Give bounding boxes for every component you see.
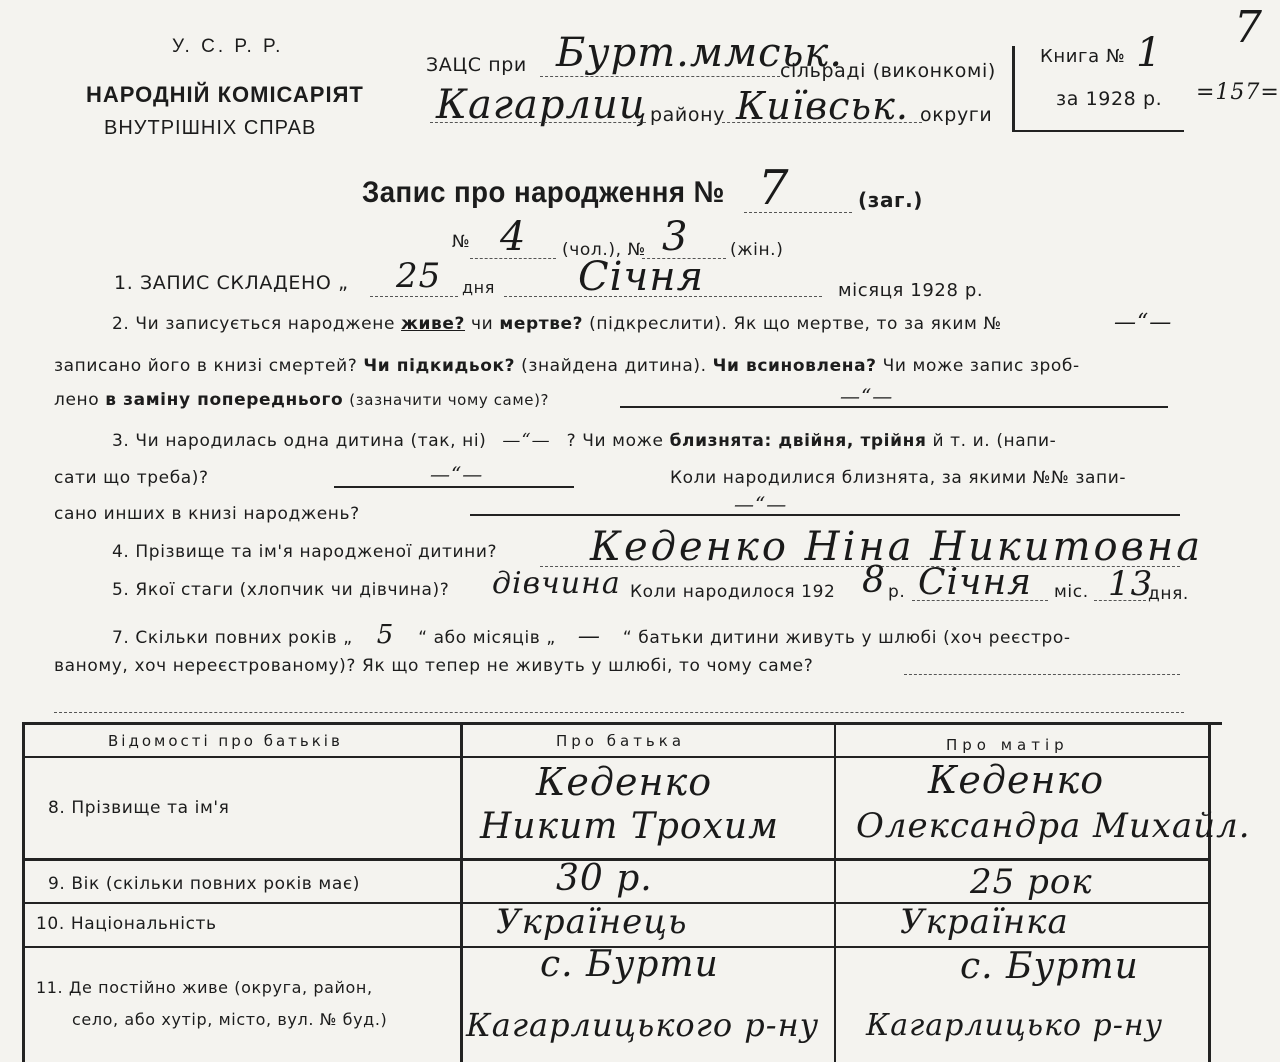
q7-years-handwritten: 5: [376, 620, 395, 650]
mother-surname-handwritten: Кеденко: [928, 758, 1105, 802]
q7-text-2: “ або місяців „: [418, 628, 556, 648]
q2-death-no-handwritten: —“—: [1114, 310, 1173, 335]
q2-alive: живе?: [401, 314, 466, 334]
q2-text-2: чи: [471, 314, 494, 334]
record-number-handwritten: 7: [758, 160, 790, 216]
mother-nationality-handwritten: Українка: [900, 902, 1069, 942]
q3-others-handwritten: —“—: [734, 492, 788, 516]
q1-month-handwritten: Січня: [578, 254, 705, 300]
q1-day-handwritten: 25: [396, 256, 442, 296]
ussr-label: У. С. Р. Р.: [172, 36, 284, 57]
mother-name-handwritten: Олександра Михайл.: [856, 806, 1251, 846]
q5-day-label: дня.: [1148, 584, 1189, 604]
department-label: ВНУТРІШНІХ СПРАВ: [104, 117, 317, 139]
table-header-mother: Про матір: [946, 736, 1069, 754]
book-number-handwritten: 1: [1136, 30, 1163, 76]
father-district-handwritten: Кагарлицького р-ну: [466, 1006, 820, 1044]
father-age-handwritten: 30 р.: [556, 858, 653, 899]
q3-text-2: ? Чи може: [566, 431, 664, 451]
table-header-info: Відомості про батьків: [108, 732, 343, 750]
father-surname-handwritten: Кеденко: [536, 760, 713, 804]
q3-text-5: Коли народилися близнята, за якими №№ запи-: [670, 468, 1127, 488]
q5-sex-handwritten: дівчина: [492, 566, 621, 601]
table-header-father: Про батька: [556, 732, 686, 750]
okrug-label: округи: [920, 104, 993, 126]
q2-text-3: (підкреслити). Як що мертве, то за яким №: [589, 314, 1002, 334]
female-count-handwritten: 3: [662, 214, 689, 260]
row-residence-label: 11. Де постійно живе (округа, район,: [36, 978, 373, 997]
q2-foundling: Чи підкидьок?: [363, 356, 516, 376]
q3-text-6: сано инших в книзі народжень?: [54, 504, 360, 524]
male-count-handwritten: 4: [500, 214, 527, 260]
q2-text-1: 2. Чи записується народжене: [112, 314, 396, 334]
okrug-handwritten: Київськ.: [736, 84, 909, 128]
q3-text-4: сати що треба)?: [54, 468, 209, 488]
father-residence-handwritten: с. Бурти: [540, 944, 719, 985]
q5-year-handwritten: 8: [862, 560, 886, 601]
row-age-label: 9. Вік (скільки повних років має): [48, 874, 361, 894]
q1-label: 1. ЗАПИС СКЛАДЕНО „: [114, 272, 349, 294]
q5-born-label: Коли народилося 192: [630, 582, 836, 602]
father-name-handwritten: Никит Трохим: [480, 806, 779, 847]
q3-text-3: й т. и. (напи-: [932, 431, 1057, 451]
q2-replacement: в заміну попереднього: [105, 390, 344, 410]
council-label: сільраді (виконкомі): [780, 60, 996, 82]
q1-month-label: місяця 1928 р.: [838, 280, 984, 301]
q2-replacement-handwritten: —“—: [840, 384, 894, 408]
row-name-label: 8. Прізвище та ім'я: [48, 798, 230, 818]
margin-number-handwritten: 7: [1234, 2, 1263, 53]
margin-side-handwritten: =157=: [1196, 80, 1280, 105]
q2-adopted: Чи всиновлена?: [712, 356, 877, 376]
q7-text-1: 7. Скільки повних років „: [112, 628, 353, 648]
commissariat-label: НАРОДНІЙ КОМІСАРІЯТ: [86, 82, 364, 107]
q5-month-label: міс.: [1054, 582, 1089, 602]
mother-age-handwritten: 25 рок: [970, 862, 1093, 902]
q3-twins: близнята: двійня, трійня: [669, 431, 927, 451]
q3-single-handwritten: —“—: [502, 430, 551, 451]
q2-text-8: (зазначити чому саме)?: [349, 391, 550, 409]
male-count-label: (чол.), №: [562, 240, 646, 260]
q3-which-handwritten: —“—: [430, 462, 484, 486]
mother-district-handwritten: Кагарлицько р-ну: [866, 1008, 1164, 1043]
q7-text-3: “ батьки дитини живуть у шлюбі (хоч реєстро-: [622, 628, 1071, 648]
zags-label: ЗАЦС при: [426, 54, 527, 76]
book-label: Книга №: [1040, 46, 1126, 67]
father-nationality-handwritten: Українець: [496, 902, 688, 942]
q2-text-5: (знайдена дитина).: [521, 356, 707, 376]
q1-day-label: дня: [462, 278, 495, 297]
count-no-label: №: [452, 232, 471, 252]
q5-label: 5. Якої стаги (хлопчик чи дівчина)?: [112, 580, 450, 600]
q5-month-handwritten: Січня: [918, 562, 1033, 603]
q5-year-label: р.: [888, 582, 906, 602]
q2-dead: мертве?: [499, 314, 584, 334]
record-type: (заг.): [858, 188, 924, 212]
row-residence-label-2: село, або хутір, місто, вул. № буд.): [72, 1010, 388, 1029]
q7-text-4: ваному, хоч нереєстрованому)? Як що тепер не живуть у шлюбі, то чому саме?: [54, 656, 814, 676]
child-name-handwritten: Кеденко Ніна Никитовна: [590, 524, 1204, 570]
q2-text-7: лено: [54, 390, 100, 410]
district-handwritten: Кагарлиц: [436, 82, 648, 128]
row-nationality-label: 10. Національність: [36, 914, 217, 934]
village-handwritten: Бурт.ммськ.: [556, 30, 843, 76]
q5-day-handwritten: 13: [1108, 564, 1154, 604]
q4-label: 4. Прізвище та ім'я народженої дитини?: [112, 542, 498, 562]
q2-text-4: записано його в книзі смертей?: [54, 356, 358, 376]
q3-text-1: 3. Чи народилась одна дитина (так, ні): [112, 431, 487, 451]
female-count-label: (жін.): [730, 240, 784, 260]
q7-months-handwritten: —: [577, 624, 601, 649]
district-label: району: [650, 104, 725, 126]
book-year: за 1928 р.: [1056, 88, 1163, 110]
record-title: Запис про народження №: [362, 176, 725, 209]
mother-residence-handwritten: с. Бурти: [960, 946, 1139, 987]
q2-text-6: Чи може запис зроб-: [882, 356, 1080, 376]
